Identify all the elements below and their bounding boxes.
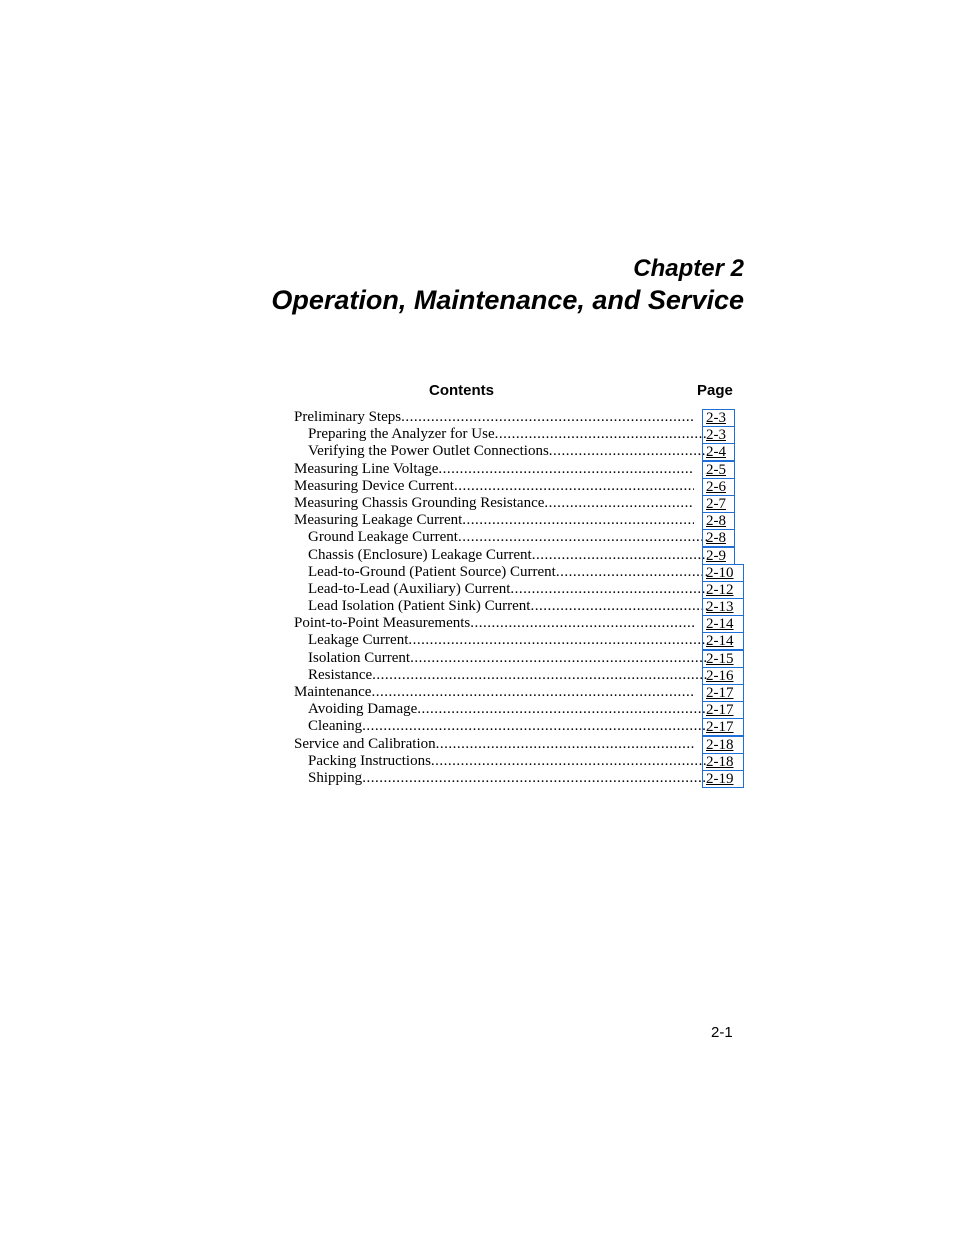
toc-page-link[interactable]: 2-8: [702, 529, 735, 547]
toc-row[interactable]: [294, 478, 744, 495]
toc-page-link[interactable]: 2-5: [702, 461, 735, 479]
toc-row[interactable]: [294, 426, 744, 443]
toc-page-link[interactable]: 2-17: [702, 701, 744, 719]
dot-leader: [431, 753, 708, 770]
toc-entry[interactable]: [294, 632, 708, 649]
dot-leader: [410, 650, 708, 667]
dot-leader: [372, 667, 708, 684]
chapter-title: Operation, Maintenance, and Service: [271, 285, 744, 315]
dot-leader: [556, 564, 708, 581]
toc-row[interactable]: [294, 770, 744, 787]
toc-row[interactable]: [294, 564, 744, 581]
toc-entry[interactable]: [294, 650, 708, 667]
dot-leader: [544, 495, 694, 512]
toc-entry[interactable]: [294, 409, 694, 426]
toc-row[interactable]: [294, 632, 744, 649]
dot-leader: [401, 409, 694, 426]
toc-entry-title: Measuring Chassis Grounding Resistance: [294, 494, 545, 511]
toc-entry[interactable]: [294, 512, 694, 529]
toc-entry-title: Chassis (Enclosure) Leakage Current: [308, 546, 532, 563]
toc-row[interactable]: [294, 529, 744, 546]
toc-entry-title: Leakage Current: [308, 632, 409, 649]
toc-entry[interactable]: [294, 547, 708, 564]
toc-entry-title: Preliminary Steps: [294, 409, 402, 425]
toc-row[interactable]: [294, 615, 744, 632]
toc-row[interactable]: [294, 581, 744, 598]
toc-row[interactable]: [294, 512, 744, 529]
dot-leader: [362, 770, 708, 787]
toc-page-link[interactable]: 2-8: [702, 512, 735, 530]
toc-entry-title: Measuring Line Voltage: [294, 460, 439, 477]
toc-page-link[interactable]: 2-17: [702, 718, 744, 736]
toc-entry-title: Cleaning: [308, 718, 363, 735]
toc-entry[interactable]: [294, 684, 694, 701]
toc-row[interactable]: [294, 701, 744, 718]
toc-entry-title: Packing Instructions: [308, 752, 431, 769]
toc-row[interactable]: [294, 684, 744, 701]
toc-page-link[interactable]: 2-19: [702, 770, 744, 788]
dot-leader: [495, 426, 708, 443]
toc-page-link[interactable]: 2-3: [702, 426, 735, 444]
contents-heading: Contents: [429, 382, 494, 399]
toc-entry[interactable]: [294, 753, 708, 770]
toc-row[interactable]: [294, 547, 744, 564]
toc-page-link[interactable]: 2-14: [702, 615, 744, 633]
toc-entry-title: Avoiding Damage: [308, 701, 418, 718]
toc-entry[interactable]: [294, 495, 694, 512]
toc-entry-title: Measuring Device Current: [294, 477, 454, 494]
toc-entry[interactable]: [294, 443, 708, 460]
toc-row[interactable]: [294, 461, 744, 478]
page-number: 2-1: [711, 1024, 733, 1041]
toc-page-link[interactable]: 2-10: [702, 564, 744, 582]
dot-leader: [470, 615, 694, 632]
toc-entry[interactable]: [294, 718, 708, 735]
toc-entry-title: Service and Calibration: [294, 735, 436, 752]
toc-row[interactable]: [294, 443, 744, 460]
toc-entry-title: Measuring Leakage Current: [294, 512, 463, 529]
dot-leader: [532, 547, 708, 564]
toc-entry[interactable]: [294, 581, 708, 598]
toc-entry[interactable]: [294, 667, 708, 684]
table-of-contents: [294, 409, 744, 787]
toc-page-link[interactable]: 2-16: [702, 667, 744, 685]
toc-row[interactable]: [294, 667, 744, 684]
toc-entry[interactable]: [294, 598, 708, 615]
toc-page-link[interactable]: 2-7: [702, 495, 735, 513]
toc-page-link[interactable]: 2-14: [702, 632, 744, 650]
toc-page-link[interactable]: 2-6: [702, 478, 735, 496]
toc-entry-title: Isolation Current: [308, 649, 411, 666]
toc-row[interactable]: [294, 409, 744, 426]
toc-entry[interactable]: [294, 736, 694, 753]
toc-page-link[interactable]: 2-3: [702, 409, 735, 427]
toc-page-link[interactable]: 2-18: [702, 753, 744, 771]
toc-entry[interactable]: [294, 770, 708, 787]
toc-entry-title: Lead Isolation (Patient Sink) Current: [308, 598, 531, 615]
toc-entry-title: Verifying the Power Outlet Connections: [308, 443, 549, 460]
toc-row[interactable]: [294, 736, 744, 753]
toc-page-link[interactable]: 2-4: [702, 443, 735, 461]
toc-entry-title: Lead-to-Ground (Patient Source) Current: [308, 563, 556, 580]
toc-entry[interactable]: [294, 701, 708, 718]
dot-leader: [371, 684, 694, 701]
dot-leader: [462, 512, 694, 529]
toc-entry[interactable]: [294, 426, 708, 443]
toc-entry[interactable]: [294, 564, 708, 581]
dot-leader: [436, 736, 694, 753]
dot-leader: [454, 478, 694, 495]
toc-row[interactable]: [294, 598, 744, 615]
toc-entry[interactable]: [294, 461, 694, 478]
dot-leader: [417, 701, 708, 718]
toc-entry-title: Maintenance: [294, 684, 372, 700]
dot-leader: [510, 581, 708, 598]
toc-row[interactable]: [294, 650, 744, 667]
toc-entry-title: Point-to-Point Measurements: [294, 615, 471, 632]
dot-leader: [458, 529, 708, 546]
toc-row[interactable]: [294, 753, 744, 770]
toc-page-link[interactable]: 2-18: [702, 736, 744, 754]
toc-entry-title: Resistance: [308, 666, 373, 683]
dot-leader: [530, 598, 708, 615]
page-heading: Page: [697, 382, 733, 399]
dot-leader: [549, 443, 708, 460]
toc-entry-title: Shipping: [308, 769, 363, 786]
toc-page-link[interactable]: 2-9: [702, 547, 735, 565]
toc-entry[interactable]: [294, 529, 708, 546]
toc-entry[interactable]: [294, 478, 694, 495]
toc-page-link[interactable]: 2-15: [702, 650, 744, 668]
toc-page-link[interactable]: 2-13: [702, 598, 744, 616]
toc-row[interactable]: [294, 718, 744, 735]
chapter-label: Chapter 2: [633, 255, 744, 282]
toc-page-link[interactable]: 2-17: [702, 684, 744, 702]
toc-entry[interactable]: [294, 615, 694, 632]
dot-leader: [408, 632, 708, 649]
dot-leader: [438, 461, 694, 478]
dot-leader: [362, 718, 708, 735]
toc-entry-title: Ground Leakage Current: [308, 529, 458, 546]
toc-page-link[interactable]: 2-12: [702, 581, 744, 599]
toc-entry-title: Lead-to-Lead (Auxiliary) Current: [308, 580, 511, 597]
toc-entry-title: Preparing the Analyzer for Use: [308, 426, 495, 443]
toc-row[interactable]: [294, 495, 744, 512]
